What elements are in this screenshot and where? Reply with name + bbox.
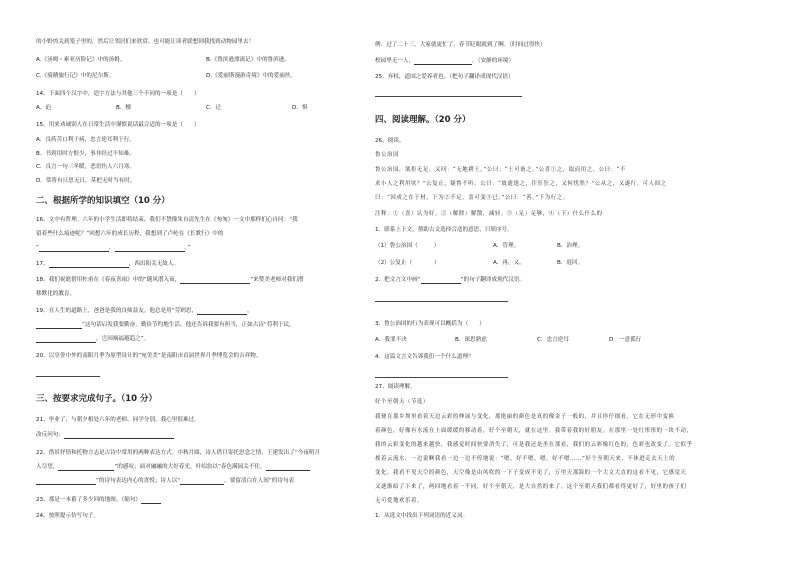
q17-text: ，西出阳关无故人。 xyxy=(128,261,180,267)
q21-line-2 xyxy=(36,431,174,439)
q2-answer-line[interactable] xyxy=(375,301,508,302)
q16-close-quote: 。” xyxy=(184,245,191,251)
q3-stem: 3．鲁公治国的行为表现可以概括为（ ） xyxy=(375,321,485,327)
q20-answer-line[interactable] xyxy=(36,376,100,377)
q19-line-1 xyxy=(36,307,253,315)
q18-text-a: 18、我们祝愿借用杜甫在《春夜喜雨》中的“随风潜入夜， xyxy=(36,277,181,283)
q13-stem-line: 的小野兽关到笼子里的，然后让邻居们来欣赏。也可能让读者联想到我找到动物园里去！ xyxy=(36,39,255,45)
passage-line-4: 挨着云流水，一边说啊我看一边一边不停地说：“嗯，好不嗯，嗯，好不嗯……”好个至朝天来，不休进走去天上的 xyxy=(375,456,676,462)
story-title: 鲁公治国 xyxy=(375,152,399,158)
q13-option-c: C.《骑鹅旅行记》中的尼尔斯。 xyxy=(36,73,115,79)
q2-text-b: ”的句子翻译成现代汉语。 xyxy=(460,277,526,283)
q19-comma: ， xyxy=(247,308,253,314)
passage-line-5: 变化。我看不见天空的颜色，天空像是由风吹的一下子变成不见了，万里天那海的一个大文大直的这看不见，它感觉天 xyxy=(375,470,687,476)
q16-line-1: 16、文中有哲理。六年的小学生活即将结束，我们不禁像朱自清先生在《匆匆》一文中那样扪心自问：“我 xyxy=(36,217,298,223)
q3-option-d: D．一意孤行 xyxy=(609,337,642,343)
q1a-text: （1）鲁公治国（ xyxy=(375,243,418,249)
q19-line-3 xyxy=(36,335,149,343)
section-4-heading: 四、阅读理解。（20 分） xyxy=(375,115,471,125)
q22-text-c: ”的诗句表达内心的喜悦；诗人以“ xyxy=(96,478,181,484)
q23-blank[interactable] xyxy=(141,497,161,504)
passage-line-2: 着颜色，好像有水流在上面缓缓的移动着，好个至朝天，就在这里。我带着我的好朋友。在那里一处红彤彤的一块不动， xyxy=(375,428,693,434)
section-2-heading: 二、根据所学的知识填空（10 分） xyxy=(36,196,170,206)
story-line-1: 鲁公治国，欲拒无足。又问：“无地耕土，”公曰：“土可备之。”公喜①之，取而用之。公曰：“不 xyxy=(375,167,627,173)
story-line-3: 曰：“因成之在于材，下为②不足，盖可变③已。”公曰：“善，”下为行之。 xyxy=(375,195,569,201)
q19-text-a: 19、在人生的道路上，爸爸是我的良师益友。他总是用“劳则思， xyxy=(36,308,198,314)
q19-blank-3[interactable] xyxy=(36,336,96,343)
q3-option-a: A．我罪不决 xyxy=(375,337,407,343)
passage-line-7: 无可爱地欢乐着。 xyxy=(375,498,423,504)
q24-answer-text: 校园里无一人， xyxy=(375,58,415,64)
q24-blank[interactable] xyxy=(414,58,472,65)
q2-text-a: 2．把文言文中画“ xyxy=(375,277,421,283)
q20-line-1: 20、以享誉中外的南阳月季为原型设计的“宛美美”是南阳市首届世界月季博览会的吉祥物。 xyxy=(36,353,262,359)
q1b-line xyxy=(375,259,440,267)
q24-line: 24、按照提示仿写句子。 xyxy=(36,513,100,519)
q2-underline-marker xyxy=(421,277,461,284)
q13-option-d: D.《爱丽斯漫游奇境》中的爱丽丝。 xyxy=(206,73,296,79)
q22-line-2 xyxy=(36,463,310,471)
q17-number: 17、 xyxy=(36,261,49,267)
q25-stem: 25、弃权，道国之爱养者也。（把句子翻译成现代汉语） xyxy=(375,74,514,80)
q21-label: 改反问句： xyxy=(36,432,64,438)
q22-text-a: 人尽望， xyxy=(36,464,59,470)
passage-line-1: 我便在那乡坝里看着天边云彩的伸展与变化，那艳丽的颜色是真的像金子一般的，并且你仔细看，它在无形中变换 xyxy=(375,414,675,420)
q15-option-d: D．常将有日思无日，莫把无时当有时。 xyxy=(36,178,136,184)
q25-answer-line[interactable] xyxy=(375,96,522,97)
q14-option-b: B．犢 xyxy=(116,105,132,111)
q23-line xyxy=(36,496,161,504)
q18-text-b: ”来赞美老师对我们潜 xyxy=(250,277,304,283)
passage-title: 好个至朝天（节选） xyxy=(375,399,429,405)
q3-option-b: B．深思熟虑 xyxy=(455,337,487,343)
q22-line-3 xyxy=(36,477,294,485)
q23-text: 23、那是一本蓄了多少回的地图。（缩句） xyxy=(36,497,142,503)
q16-line-3 xyxy=(36,244,190,252)
q19-text-b: ”这句话启发我要勤奋，勤俭节约地生活。他还告诉我要有担当，正如古诗“苟利于民， xyxy=(82,322,295,328)
q26-label: 26、阅读。 xyxy=(375,138,405,144)
q3-option-c: C．忠言逆耳 xyxy=(537,337,569,343)
q22-blank-3[interactable] xyxy=(36,478,96,485)
q21-blank[interactable] xyxy=(64,432,174,439)
q22-blank-2[interactable] xyxy=(266,464,310,471)
section-3-heading: 三、按要求完成句子。（10 分） xyxy=(36,394,158,404)
q24-answer-line xyxy=(375,57,514,65)
q24-hint: 。（安静的环境） xyxy=(472,58,515,64)
q15-option-a: A．良药苦口利于病，忠言逆耳利于行。 xyxy=(36,137,135,143)
q17-line xyxy=(36,260,179,268)
q1b-option-a: A．再，又。 xyxy=(493,260,525,266)
story-notes: 注释：①（喜）认为好。②（解除）解散，减轻。③（足）足够，④（下）什么什么的 xyxy=(375,211,603,217)
q14-option-a: A．迫 xyxy=(36,105,52,111)
q16-blank-1[interactable] xyxy=(39,245,109,252)
q18-line-2: 移默化的教育。 xyxy=(36,291,76,297)
q1a-option-b: B．治理。 xyxy=(557,243,584,249)
q2-stem xyxy=(375,276,525,284)
q14-stem: 14、下面四个汉字中，造字方法与其他三个不同的一项是（ ） xyxy=(36,91,200,97)
q16-open-quote: “ xyxy=(36,245,39,251)
q17-blank[interactable] xyxy=(49,261,129,268)
q19-text-c: ，岂因祸福避趋之”。 xyxy=(96,336,150,342)
q21-line-1: 21、毕业了，与朝夕相处六年的老师、同学分别，我心里很难过。 xyxy=(36,417,200,423)
story-line-2: 求小人之利用欤？”公复止，疑鲁不听。公曰：“故遗逸之，往狂狂之，又何忧然？”公从之，又遂行。可人间之 xyxy=(375,181,667,187)
q18-blank[interactable] xyxy=(180,277,250,284)
q16-blank-2[interactable] xyxy=(115,245,185,252)
q19-blank-1[interactable] xyxy=(197,308,247,315)
q1b-close: ） xyxy=(434,260,440,266)
passage-line-6: 又逐渐暗了下来了，两回地看着一不同，好个至朝天，是大自然的来了。这个至朝天我们都看得更好了，好里的孩子们 xyxy=(375,484,687,490)
q14-option-c: C．迁 xyxy=(206,105,222,111)
q22-blank-1[interactable] xyxy=(58,464,114,471)
q22-line-1: 22、借景抒情和托物言志是古诗中常用的两种表达方式。中秋月圆，诗人借月寄托思念之情，王建发出了“今夜明月 xyxy=(36,450,321,456)
q4-stem: 4．这篇文言文告诉我们一个什么道理？ xyxy=(375,354,474,360)
q15-option-c: C．良言一句三冬暖，恶语伤人六月寒。 xyxy=(36,164,136,170)
q1a-close: ） xyxy=(433,243,440,249)
q22-text-b: ”的感叹；面对融融的大好春光，叶绍翁以“春色满园关不住， xyxy=(114,464,266,470)
q16-comma: ， xyxy=(108,245,115,251)
passage-q1-stem: 1．从选文中找出下列词语的近义词。 xyxy=(375,513,469,519)
q4-answer-line[interactable] xyxy=(375,377,508,378)
q22-blank-4[interactable] xyxy=(180,478,224,485)
q15-option-b: B．书到用时方恨少，事非经过不知难。 xyxy=(36,151,135,157)
q15-stem: 15、用来劝诫别人在日常生活中谨慎说话最合适的一项是（ ） xyxy=(36,122,200,128)
q1b-text: （2）公复止（ xyxy=(375,260,413,266)
passage-line-3: 我的云彩变化的越来越快，我感觉时间快要消失了，可是我还是坐在那看，我们的云彩像红色的，色彩也改变了。它似乎 xyxy=(375,442,693,448)
q16-line-2: 留着些什么痕迹呢？”回想六年的成长历程，我想到了卢纶在《长歌行》中的 xyxy=(36,231,224,237)
q1b-option-b: B．返回。 xyxy=(557,260,584,266)
q14-option-d: D．惧 xyxy=(292,105,308,111)
q1-stem: 1．联系上下文，帮助古文选择合适的意思，只填序号。 xyxy=(375,227,513,233)
q13-option-a: A.《汤姆・索亚历险记》中的汤姆。 xyxy=(36,57,126,63)
q1a-option-a: A．管理。 xyxy=(493,243,520,249)
q18-line-1 xyxy=(36,276,304,284)
q19-blank-2[interactable] xyxy=(36,322,82,329)
q1a-line xyxy=(375,242,439,250)
q27-label: 27、阅读理解。 xyxy=(375,384,416,390)
q19-line-2 xyxy=(36,321,295,329)
example-line: 例：过了二十三，大家就更忙了，春节眨眼就到了啊。（时间过得快） xyxy=(375,42,546,48)
q13-option-b: B.《鲁滨逊漂流记》中的鲁滨逊。 xyxy=(206,57,290,63)
q22-text-d: ，要留清白在人间”的诗句表 xyxy=(224,478,295,484)
